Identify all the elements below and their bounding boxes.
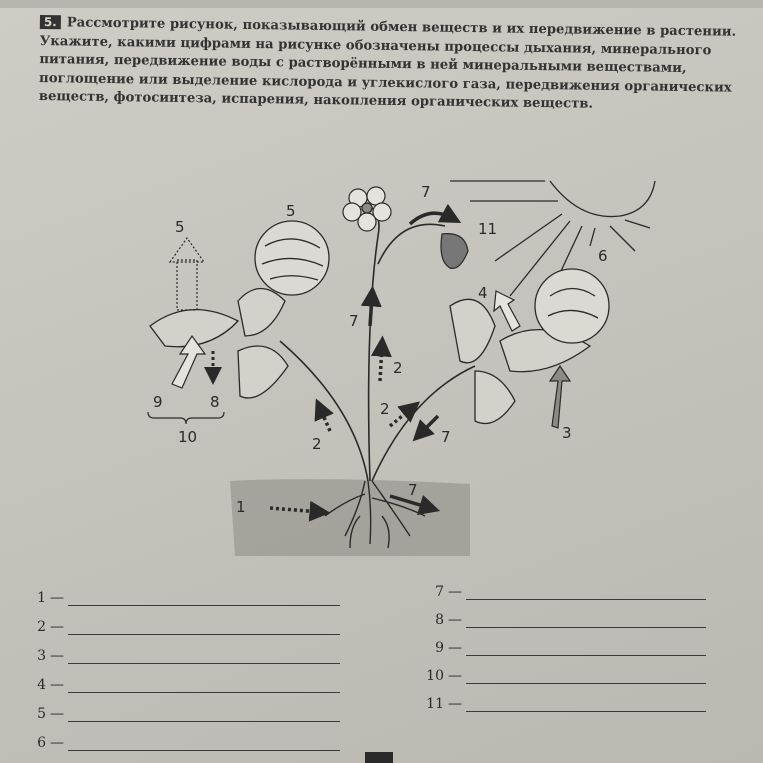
answer-number: 7 [435,584,444,600]
answer-row [20,648,350,668]
answer-number: 1 [37,590,46,606]
label-7-top: 7 [421,183,431,201]
answer-blank-line[interactable] [466,655,706,656]
answer-blank-line[interactable] [68,692,340,693]
answer-number: 8 [435,612,444,628]
answer-blank-line[interactable] [68,634,340,635]
label-5-cells: 5 [286,202,296,220]
answer-row [418,612,718,632]
answer-row [418,584,718,604]
answer-number: 11 [426,696,444,712]
label-2-left: 2 [312,435,322,453]
cell-magnifier-right [535,269,609,343]
answer-number: 2 [37,619,46,635]
answer-row [20,590,350,610]
answer-number: 4 [37,677,46,693]
label-2-upper: 2 [393,359,403,377]
cell-magnifier-left [255,221,329,295]
answer-dash: — [448,584,462,600]
page-bottom-mark [365,752,393,763]
task-text: Рассмотрите рисунок, показывающий обмен веществ и их передвижение в растении. Укажите, какими цифрами на рисунке обозначены процессы дыхания, минерального питания, передвижение воды с растворёнными в ней минеральными веществами, поглощение или выделение кислорода и углекислого газа, передвижения органических веществ, фотосинтеза, испарения, накопления органических веществ. [38,15,737,112]
answer-dash: — [50,619,64,635]
transpiration-arrow [170,238,204,310]
answer-dash: — [448,640,462,656]
answer-blank-line[interactable] [68,750,340,751]
answer-number: 6 [37,735,46,751]
label-7-stem: 7 [349,312,359,330]
label-9: 9 [153,393,163,411]
label-11: 11 [478,220,498,238]
answer-dash: — [448,612,462,628]
answer-dash: — [50,648,64,664]
answer-number: 9 [435,640,444,656]
answer-blank-line[interactable] [466,711,706,712]
task-statement [39,14,740,116]
answer-dash: — [50,735,64,751]
bracket-10 [148,412,224,424]
answer-row [20,706,350,726]
answer-number: 3 [37,648,46,664]
answer-blank-line[interactable] [466,683,706,684]
answer-blank-line[interactable] [68,721,340,722]
label-7-root: 7 [408,481,418,499]
answer-dash: — [50,677,64,693]
answer-dash: — [448,668,462,684]
answer-row [418,696,718,716]
answer-row [20,677,350,697]
label-10: 10 [178,428,198,446]
answer-row [20,735,350,755]
answer-row [418,640,718,660]
answer-blank-line[interactable] [466,627,706,628]
answer-number: 10 [426,668,444,684]
answer-blank-line[interactable] [68,605,340,606]
label-8: 8 [210,393,220,411]
answer-dash: — [50,590,64,606]
arrow-4-gas-out [494,291,520,331]
label-3: 3 [562,424,572,442]
arrow-3-gas-in [550,366,570,428]
label-4: 4 [478,284,488,302]
label-5-transpiration: 5 [175,218,185,236]
answer-blank-line[interactable] [466,599,706,600]
answer-number: 5 [37,706,46,722]
flower [343,187,391,231]
answer-blank-line[interactable] [68,663,340,664]
answer-dash: — [448,696,462,712]
answer-row [20,619,350,639]
answer-dash: — [50,706,64,722]
previous-task-edge [0,0,763,8]
label-7-right: 7 [441,428,451,446]
answer-row [418,668,718,688]
label-2-right: 2 [380,400,390,418]
label-6: 6 [598,247,608,265]
strawberry-fruit [441,234,468,269]
label-1: 1 [236,498,246,516]
left-leaf [150,289,288,399]
task-number-badge: 5. [40,15,61,29]
